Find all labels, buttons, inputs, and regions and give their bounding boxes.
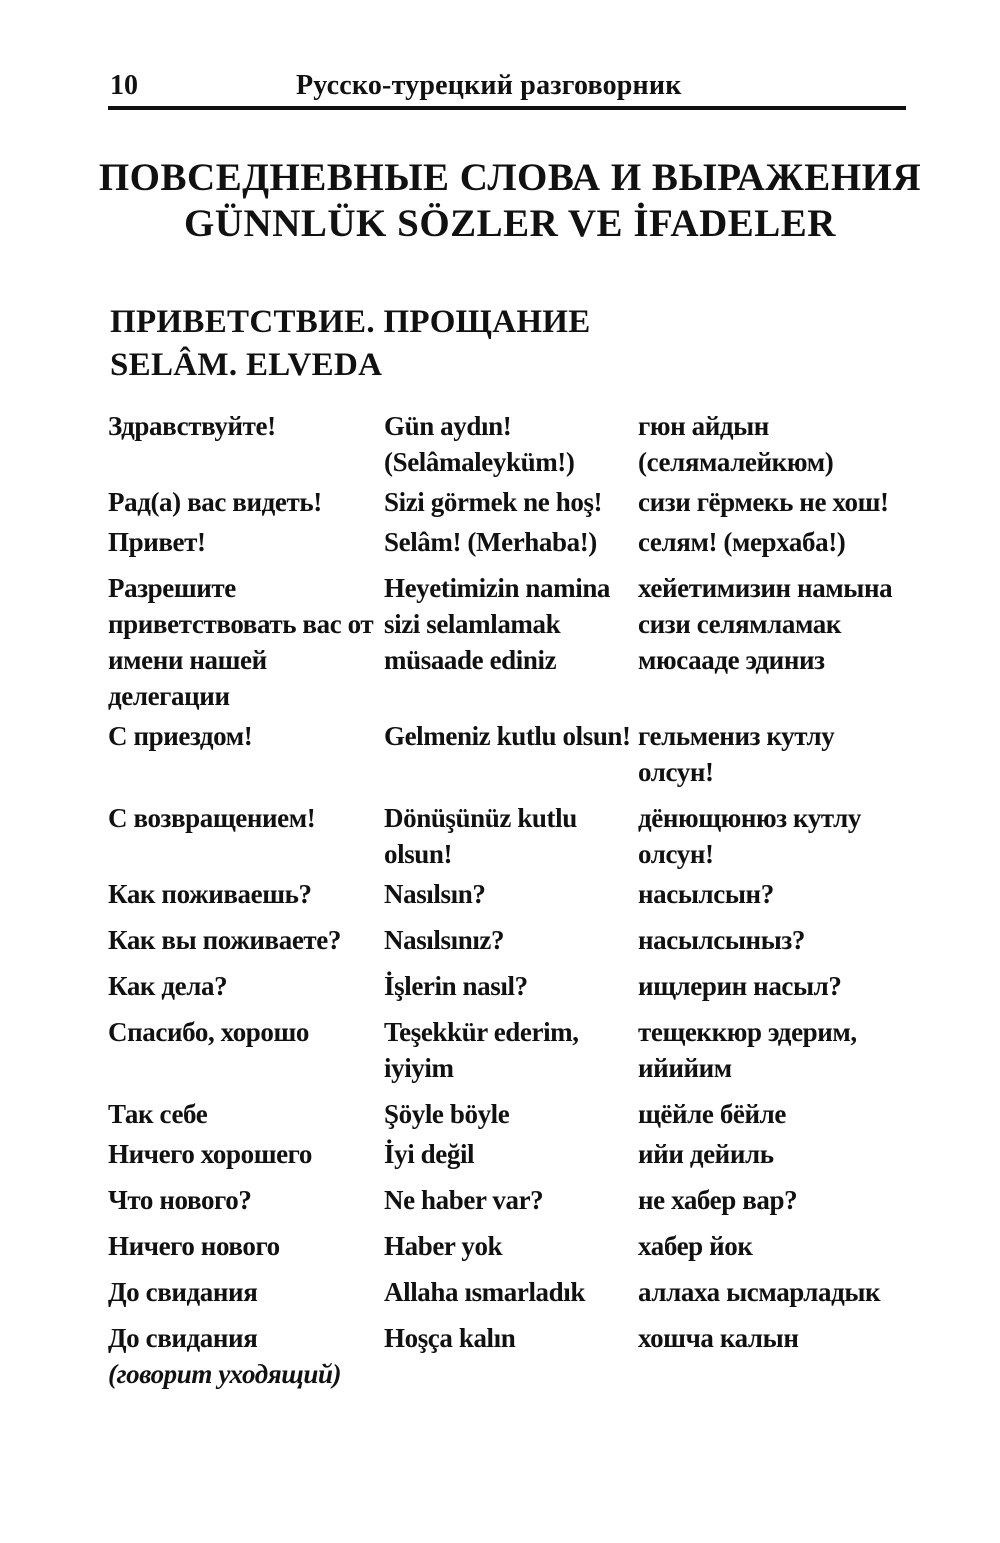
phrase-row [108, 876, 908, 912]
phrase-russian [108, 1096, 384, 1132]
phrase-russian [108, 408, 384, 444]
phrase-table [108, 408, 908, 1402]
phrase-russian-text: Ничего хорошего [108, 1139, 312, 1169]
running-header [108, 66, 906, 110]
phrase-russian-text: До свидания [108, 1323, 258, 1353]
phrase-pronunciation: гельмениз кутлу олсун! [638, 721, 835, 787]
phrase-row [108, 570, 908, 714]
phrase-russian [108, 968, 384, 1004]
section-title-russian: ПРИВЕТСТВИЕ. ПРОЩАНИЕ [110, 304, 591, 340]
phrase-pronunciation: ийи дейиль [638, 1139, 774, 1169]
page-number: 10 [110, 70, 138, 101]
phrase-russian-text: Как дела? [108, 971, 228, 1001]
phrase-turkish: Selâm! (Merhaba!) [384, 527, 597, 557]
phrase-turkish: Nasılsınız? [384, 925, 505, 955]
phrase-pronunciation: селям! (мерхаба!) [638, 527, 846, 557]
phrase-row [108, 1014, 908, 1086]
phrase-pronunciation: не хабер вар? [638, 1185, 798, 1215]
phrase-russian-text: Спасибо, хорошо [108, 1017, 310, 1047]
phrase-row [108, 1136, 908, 1172]
phrase-russian [108, 1228, 384, 1264]
phrase-turkish: Hoşça kalın [384, 1323, 516, 1353]
phrase-row [108, 408, 908, 480]
chapter-title-russian: ПОВСЕДНЕВНЫЕ СЛОВА И ВЫРАЖЕНИЯ [98, 156, 922, 199]
phrase-turkish: Dönüşünüz kutlu olsun! [384, 803, 577, 869]
phrase-pronunciation: дёнющюнюз кутлу олсун! [638, 803, 861, 869]
phrase-turkish: Gün aydın! (Selâmaleyküm!) [384, 411, 575, 477]
phrase-pronunciation: гюн айдын (селямалейкюм) [638, 411, 834, 477]
phrase-russian-text: С возвращением! [108, 803, 316, 833]
phrase-turkish: Allaha ısmarladık [384, 1277, 585, 1307]
phrase-russian [108, 1274, 384, 1310]
phrase-russian [108, 1182, 384, 1218]
phrase-russian [108, 876, 384, 912]
phrase-pronunciation: щёйле бёйле [638, 1099, 786, 1129]
phrase-russian [108, 484, 384, 520]
phrase-russian-text: Привет! [108, 527, 206, 557]
phrase-pronunciation: сизи гёрмекь не хош! [638, 487, 889, 517]
phrase-pronunciation: хошча калын [638, 1323, 799, 1353]
phrase-row [108, 800, 908, 872]
phrase-row [108, 1228, 908, 1264]
phrase-turkish: Teşekkür ederim, iyiyim [384, 1017, 579, 1083]
phrase-pronunciation: хабер йок [638, 1231, 753, 1261]
phrase-row [108, 922, 908, 958]
phrase-row [108, 1182, 908, 1218]
phrase-turkish: Ne haber var? [384, 1185, 544, 1215]
phrase-turkish: Haber yok [384, 1231, 503, 1261]
phrase-pronunciation: тещеккюр эдерим, ийийим [638, 1017, 857, 1083]
phrase-row [108, 1096, 908, 1132]
phrase-row [108, 968, 908, 1004]
phrase-russian [108, 1014, 384, 1050]
phrase-russian [108, 800, 384, 836]
phrase-russian-text: С приездом! [108, 721, 253, 751]
chapter-title-turkish: GÜNNLÜK SÖZLER VE İFADELER [184, 202, 836, 245]
phrase-pronunciation: насылсыныз? [638, 925, 805, 955]
phrase-pronunciation: ищлерин насыл? [638, 971, 842, 1001]
phrase-russian-text: Рад(а) вас видеть! [108, 487, 322, 517]
phrase-russian-text: Так себе [108, 1099, 208, 1129]
phrase-turkish: İyi değil [384, 1139, 475, 1169]
phrase-russian [108, 1320, 384, 1392]
section-title-turkish: SELÂM. ELVEDA [110, 347, 383, 383]
phrase-usage-note: (говорит уходящий) [108, 1359, 342, 1389]
phrase-russian-text: Разрешите приветствовать вас от имени нашей делегации [108, 573, 374, 711]
phrase-pronunciation: аллаха ысмарладык [638, 1277, 881, 1307]
phrase-russian [108, 718, 384, 754]
phrase-row [108, 1274, 908, 1310]
phrase-russian-text: До свидания [108, 1277, 258, 1307]
book-title: Русско-турецкий разговорник [296, 70, 682, 101]
phrase-turkish: Sizi görmek ne hoş! [384, 487, 603, 517]
phrase-row [108, 1320, 908, 1392]
phrase-russian-text: Как поживаешь? [108, 879, 312, 909]
phrase-russian-text: Здравствуйте! [108, 411, 276, 441]
phrase-row [108, 524, 908, 560]
phrase-russian-text: Как вы поживаете? [108, 925, 341, 955]
phrase-russian [108, 524, 384, 560]
phrase-turkish: Gelmeniz kutlu olsun! [384, 721, 631, 751]
phrase-russian-text: Ничего нового [108, 1231, 280, 1261]
phrase-russian-text: Что нового? [108, 1185, 252, 1215]
phrase-turkish: İşlerin nasıl? [384, 971, 528, 1001]
phrase-russian [108, 922, 384, 958]
phrase-pronunciation: хейетимизин намына сизи селямламак мюсааде эдиниз [638, 573, 893, 675]
phrase-turkish: Heyetimizin namina sizi selamlamak müsaade ediniz [384, 573, 611, 675]
phrase-row [108, 484, 908, 520]
phrase-pronunciation: насылсын? [638, 879, 774, 909]
phrase-russian [108, 570, 384, 714]
phrase-row [108, 718, 908, 790]
phrase-turkish: Nasılsın? [384, 879, 486, 909]
phrase-turkish: Şöyle böyle [384, 1099, 510, 1129]
phrase-russian [108, 1136, 384, 1172]
